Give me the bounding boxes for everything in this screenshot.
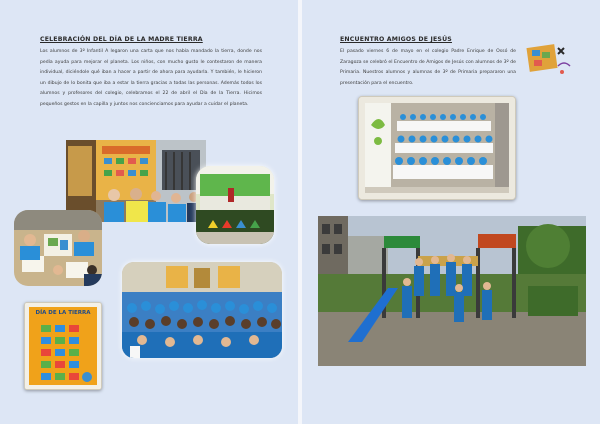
right-paragraph: El pasado viernes 6 de mayo en el colegio Padre Enrique de Ossó de Zaragoza se celebró el Encuentro de Amigos de Jesús con alumnos de 3º de Primaria. Nuestros alumnos y alumnas de 3º de Primaria prepararon una presentación para el encuentro. — [340, 49, 516, 86]
right-page — [302, 0, 600, 424]
chapel-green-photo — [196, 166, 274, 244]
left-paragraph: Los alumnos de 3º Infantil A legaron una carta que nos había mandado la tierra, donde nos pedía ayuda para mejorar el planeta. Los niños, con mucho gusto le contestaron de manera individual, diciéndole qué iban a hacer a partir de ahora para ayudarla. Y también, le hicieron un dibujo de lo bonita que iba a estar la tierra gracias a todas las personas. Además todos los alumnos y profesores del colegio, celebramos el 22 de abril el Día de la Tierra. Hicimos pequeños gestos en la capilla y juntos nos concienciamos para ayudar a cuidar el planeta. — [40, 49, 262, 107]
poster-title: DÍA DE LA TIERRA — [35, 310, 91, 316]
amigos-de-jesus-logo — [522, 44, 572, 78]
kids-drawing-photo — [14, 210, 102, 286]
left-page — [0, 0, 298, 424]
playground-photo — [318, 216, 586, 366]
assembly-photo — [122, 262, 282, 358]
left-heading: CELEBRACIÓN DEL DÍA DE LA MADRE TIERRA — [40, 36, 203, 43]
group-photo — [358, 96, 516, 200]
right-heading: ENCUENTRO AMIGOS DE JESÚS — [340, 36, 452, 43]
earth-day-poster-photo — [24, 302, 102, 390]
